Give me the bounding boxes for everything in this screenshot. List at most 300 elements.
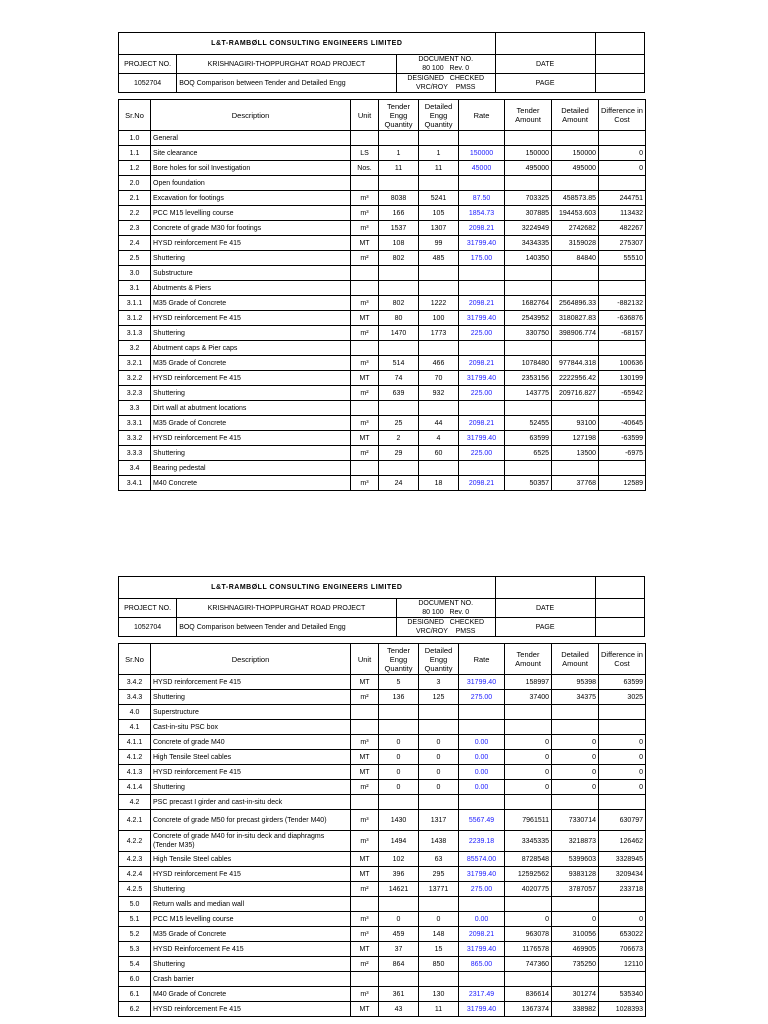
project-no: 1052704 — [119, 74, 177, 93]
column-headers — [119, 100, 646, 131]
cell-srno: 4.2.2 — [119, 831, 151, 852]
cell-tender-amount: 0 — [505, 735, 552, 750]
cell-srno: 5.4 — [119, 957, 151, 972]
subject: BOQ Comparison between Tender and Detailed Engg — [177, 618, 397, 637]
cell-description: PSC precast I girder and cast-in-situ deck — [151, 795, 351, 810]
cell-unit — [351, 720, 379, 735]
cell-detailed-qty: 148 — [419, 927, 459, 942]
cell-tender-amount: 0 — [505, 780, 552, 795]
table-row — [119, 431, 646, 446]
cell-description: Shuttering — [151, 251, 351, 266]
cell-detailed-amount — [552, 705, 599, 720]
cell-srno: 6.2 — [119, 1002, 151, 1017]
cell-difference: 63599 — [599, 675, 646, 690]
cell-difference: 535340 — [599, 987, 646, 1002]
cell-description: Bore holes for soil Investigation — [151, 161, 351, 176]
cell-description: HYSD reinforcement Fe 415 — [151, 371, 351, 386]
cell-detailed-amount: 495000 — [552, 161, 599, 176]
cell-unit: LS — [351, 146, 379, 161]
cell-difference — [599, 897, 646, 912]
table-row — [119, 191, 646, 206]
cell-unit: m³ — [351, 416, 379, 431]
table-row — [119, 416, 646, 431]
cell-difference — [599, 972, 646, 987]
cell-difference: 0 — [599, 765, 646, 780]
cell-tender-amount — [505, 705, 552, 720]
cell-detailed-qty: 60 — [419, 446, 459, 461]
cell-srno: 2.4 — [119, 236, 151, 251]
cell-srno: 5.2 — [119, 927, 151, 942]
cell-rate — [459, 897, 505, 912]
cell-tender-amount: 143775 — [505, 386, 552, 401]
cell-tender-qty: 1 — [379, 146, 419, 161]
cell-rate — [459, 341, 505, 356]
boq-table-1 — [118, 99, 646, 491]
document-no-label: DOCUMENT NO. — [418, 600, 474, 607]
cell-unit: MT — [351, 1002, 379, 1017]
cell-description: Bearing pedestal — [151, 461, 351, 476]
table-row — [119, 720, 646, 735]
cell-detailed-qty: 11 — [419, 1002, 459, 1017]
cell-tender-amount — [505, 281, 552, 296]
cell-detailed-qty: 3 — [419, 675, 459, 690]
cell-tender-qty: 514 — [379, 356, 419, 371]
cell-unit: m² — [351, 446, 379, 461]
cell-srno: 6.0 — [119, 972, 151, 987]
cell-rate: 2098.21 — [459, 356, 505, 371]
cell-detailed-qty: 850 — [419, 957, 459, 972]
table-row — [119, 161, 646, 176]
cell-unit — [351, 897, 379, 912]
cell-tender-amount: 0 — [505, 750, 552, 765]
cell-detailed-amount: 2564896.33 — [552, 296, 599, 311]
table-row — [119, 461, 646, 476]
cell-tender-qty: 11 — [379, 161, 419, 176]
cell-difference: 3209434 — [599, 867, 646, 882]
cell-tender-amount: 1367374 — [505, 1002, 552, 1017]
cell-tender-qty: 136 — [379, 690, 419, 705]
cell-detailed-amount: 3218873 — [552, 831, 599, 852]
cell-unit: m³ — [351, 927, 379, 942]
cell-unit: m³ — [351, 912, 379, 927]
sheet-header-2 — [118, 576, 645, 637]
cell-srno: 3.1.1 — [119, 296, 151, 311]
cell-rate: 0.00 — [459, 735, 505, 750]
col-tender-amount: Tender Amount — [505, 644, 552, 675]
cell-detailed-amount — [552, 266, 599, 281]
checked-label: CHECKED — [449, 619, 485, 626]
cell-srno: 3.4.3 — [119, 690, 151, 705]
cell-detailed-amount: 2222956.42 — [552, 371, 599, 386]
cell-tender-qty — [379, 720, 419, 735]
cell-detailed-qty: 130 — [419, 987, 459, 1002]
cell-description: M40 Concrete — [151, 476, 351, 491]
cell-tender-amount: 307885 — [505, 206, 552, 221]
doc-no: 80 100 — [422, 609, 444, 616]
cell-detailed-qty — [419, 131, 459, 146]
cell-description: M35 Grade of Concrete — [151, 356, 351, 371]
cell-unit: MT — [351, 371, 379, 386]
cell-tender-amount: 158997 — [505, 675, 552, 690]
cell-detailed-qty: 100 — [419, 311, 459, 326]
cell-unit — [351, 461, 379, 476]
table-row — [119, 780, 646, 795]
cell-tender-amount: 4020775 — [505, 882, 552, 897]
cell-description: Cast-in-situ PSC box — [151, 720, 351, 735]
cell-srno: 3.4.2 — [119, 675, 151, 690]
cell-tender-amount: 836614 — [505, 987, 552, 1002]
cell-tender-qty: 639 — [379, 386, 419, 401]
cell-rate: 275.00 — [459, 690, 505, 705]
cell-detailed-amount: 3787057 — [552, 882, 599, 897]
cell-rate: 87.50 — [459, 191, 505, 206]
cell-unit: m² — [351, 882, 379, 897]
cell-detailed-amount — [552, 720, 599, 735]
cell-tender-qty: 396 — [379, 867, 419, 882]
cell-description: HYSD reinforcement Fe 415 — [151, 236, 351, 251]
col-description: Description — [151, 644, 351, 675]
project-no: 1052704 — [119, 618, 177, 637]
cell-srno: 3.2.3 — [119, 386, 151, 401]
column-headers — [119, 644, 646, 675]
cell-detailed-qty — [419, 461, 459, 476]
cell-rate: 31799.40 — [459, 1002, 505, 1017]
cell-difference — [599, 401, 646, 416]
cell-rate — [459, 401, 505, 416]
cell-description: HYSD reinforcement Fe 415 — [151, 675, 351, 690]
project-no-label: PROJECT NO. — [119, 599, 177, 618]
cell-tender-amount: 703325 — [505, 191, 552, 206]
cell-detailed-amount — [552, 401, 599, 416]
cell-description: Shuttering — [151, 326, 351, 341]
table-row — [119, 867, 646, 882]
cell-tender-qty: 864 — [379, 957, 419, 972]
cell-detailed-qty — [419, 266, 459, 281]
cell-detailed-qty: 63 — [419, 852, 459, 867]
cell-detailed-qty: 1438 — [419, 831, 459, 852]
cell-detailed-qty: 0 — [419, 750, 459, 765]
cell-description: Abutment caps & Pier caps — [151, 341, 351, 356]
document-no-label: DOCUMENT NO. — [418, 56, 474, 63]
cell-detailed-qty: 5241 — [419, 191, 459, 206]
cell-srno: 1.0 — [119, 131, 151, 146]
cell-tender-amount: 3434335 — [505, 236, 552, 251]
page-label: PAGE — [495, 618, 595, 637]
cell-tender-qty: 43 — [379, 1002, 419, 1017]
table-row — [119, 206, 646, 221]
cell-unit: m² — [351, 690, 379, 705]
cell-detailed-qty: 11 — [419, 161, 459, 176]
cell-srno: 2.5 — [119, 251, 151, 266]
cell-detailed-qty — [419, 705, 459, 720]
cell-tender-qty — [379, 705, 419, 720]
cell-tender-amount: 8728548 — [505, 852, 552, 867]
cell-tender-qty: 1470 — [379, 326, 419, 341]
cell-rate — [459, 705, 505, 720]
cell-tender-amount: 1078480 — [505, 356, 552, 371]
cell-tender-qty: 0 — [379, 735, 419, 750]
cell-rate: 85574.00 — [459, 852, 505, 867]
cell-unit — [351, 341, 379, 356]
cell-unit: MT — [351, 750, 379, 765]
cell-srno: 2.3 — [119, 221, 151, 236]
table-row — [119, 927, 646, 942]
cell-difference — [599, 720, 646, 735]
cell-unit: Nos. — [351, 161, 379, 176]
cell-description: Open foundation — [151, 176, 351, 191]
cell-unit: m² — [351, 251, 379, 266]
cell-tender-amount: 3224949 — [505, 221, 552, 236]
cell-rate: 1854.73 — [459, 206, 505, 221]
table-row — [119, 972, 646, 987]
cell-difference: 0 — [599, 161, 646, 176]
cell-tender-amount: 0 — [505, 765, 552, 780]
cell-difference: 12589 — [599, 476, 646, 491]
cell-rate — [459, 461, 505, 476]
cell-description: General — [151, 131, 351, 146]
table-row — [119, 1002, 646, 1017]
table-row — [119, 146, 646, 161]
cell-unit: MT — [351, 765, 379, 780]
table-row — [119, 296, 646, 311]
col-tender-qty: Tender Engg Quantity — [379, 644, 419, 675]
cell-rate: 31799.40 — [459, 675, 505, 690]
table-row — [119, 311, 646, 326]
cell-tender-amount: 1176578 — [505, 942, 552, 957]
cell-rate: 225.00 — [459, 386, 505, 401]
cell-description: Superstructure — [151, 705, 351, 720]
cell-detailed-qty: 105 — [419, 206, 459, 221]
cell-description: Shuttering — [151, 446, 351, 461]
table-row — [119, 356, 646, 371]
table-row — [119, 831, 646, 852]
cell-rate: 31799.40 — [459, 867, 505, 882]
cell-detailed-amount: 3180827.83 — [552, 311, 599, 326]
cell-srno: 4.1.2 — [119, 750, 151, 765]
cell-difference: 630797 — [599, 810, 646, 831]
cell-tender-qty — [379, 401, 419, 416]
cell-description: HYSD reinforcement Fe 415 — [151, 1002, 351, 1017]
checked-label: CHECKED — [449, 75, 485, 82]
cell-difference: 55510 — [599, 251, 646, 266]
table-row — [119, 705, 646, 720]
cell-detailed-qty: 18 — [419, 476, 459, 491]
cell-difference: 233718 — [599, 882, 646, 897]
cell-detailed-amount: 0 — [552, 735, 599, 750]
cell-detailed-qty: 0 — [419, 765, 459, 780]
cell-detailed-amount: 3159028 — [552, 236, 599, 251]
cell-rate: 31799.40 — [459, 431, 505, 446]
col-unit: Unit — [351, 100, 379, 131]
cell-tender-qty: 14621 — [379, 882, 419, 897]
cell-difference: -882132 — [599, 296, 646, 311]
cell-unit: m³ — [351, 987, 379, 1002]
cell-unit: m³ — [351, 810, 379, 831]
cell-tender-amount — [505, 341, 552, 356]
cell-unit: MT — [351, 311, 379, 326]
cell-srno: 4.1.4 — [119, 780, 151, 795]
designed-by: VRC/ROY — [416, 628, 448, 635]
cell-difference: 0 — [599, 146, 646, 161]
cell-tender-qty: 0 — [379, 765, 419, 780]
cell-detailed-qty — [419, 341, 459, 356]
cell-description: High Tensile Steel cables — [151, 750, 351, 765]
cell-description: HYSD reinforcement Fe 415 — [151, 431, 351, 446]
cell-unit: m² — [351, 957, 379, 972]
cell-srno: 1.2 — [119, 161, 151, 176]
table-row — [119, 987, 646, 1002]
company-title: L&T-RAMBØLL CONSULTING ENGINEERS LIMITED — [119, 33, 496, 55]
cell-description: Site clearance — [151, 146, 351, 161]
col-unit: Unit — [351, 644, 379, 675]
cell-unit: m³ — [351, 831, 379, 852]
cell-difference — [599, 131, 646, 146]
cell-tender-qty — [379, 281, 419, 296]
cell-srno: 3.1.3 — [119, 326, 151, 341]
cell-rate — [459, 266, 505, 281]
table-row — [119, 371, 646, 386]
cell-srno: 4.2.4 — [119, 867, 151, 882]
cell-srno: 3.4.1 — [119, 476, 151, 491]
cell-rate — [459, 795, 505, 810]
cell-detailed-amount: 5399603 — [552, 852, 599, 867]
cell-detailed-qty: 99 — [419, 236, 459, 251]
rev: Rev. 0 — [449, 609, 470, 616]
cell-srno: 3.3 — [119, 401, 151, 416]
cell-rate: 275.00 — [459, 882, 505, 897]
cell-tender-amount: 0 — [505, 912, 552, 927]
cell-unit — [351, 281, 379, 296]
table-row — [119, 795, 646, 810]
cell-detailed-qty — [419, 720, 459, 735]
cell-unit: MT — [351, 431, 379, 446]
cell-difference: 653022 — [599, 927, 646, 942]
cell-tender-amount — [505, 720, 552, 735]
cell-detailed-amount: 150000 — [552, 146, 599, 161]
cell-rate: 2098.21 — [459, 296, 505, 311]
cell-difference: -68157 — [599, 326, 646, 341]
cell-detailed-qty — [419, 795, 459, 810]
cell-rate: 0.00 — [459, 750, 505, 765]
cell-tender-amount — [505, 131, 552, 146]
cell-tender-amount — [505, 176, 552, 191]
table-row — [119, 446, 646, 461]
cell-detailed-amount — [552, 972, 599, 987]
col-tender-qty: Tender Engg Quantity — [379, 100, 419, 131]
cell-tender-qty — [379, 176, 419, 191]
cell-difference: 275307 — [599, 236, 646, 251]
cell-detailed-qty: 295 — [419, 867, 459, 882]
cell-rate: 31799.40 — [459, 942, 505, 957]
cell-detailed-qty: 70 — [419, 371, 459, 386]
cell-detailed-amount: 0 — [552, 780, 599, 795]
cell-detailed-qty: 125 — [419, 690, 459, 705]
cell-detailed-amount: 0 — [552, 765, 599, 780]
cell-srno: 4.1 — [119, 720, 151, 735]
cell-rate: 175.00 — [459, 251, 505, 266]
cell-detailed-qty: 1773 — [419, 326, 459, 341]
cell-tender-amount: 495000 — [505, 161, 552, 176]
cell-tender-amount: 3345335 — [505, 831, 552, 852]
cell-srno: 3.2.2 — [119, 371, 151, 386]
cell-detailed-qty: 1317 — [419, 810, 459, 831]
table-row — [119, 942, 646, 957]
cell-srno: 4.1.1 — [119, 735, 151, 750]
cell-tender-qty: 5 — [379, 675, 419, 690]
cell-tender-qty — [379, 795, 419, 810]
col-rate: Rate — [459, 644, 505, 675]
table-row — [119, 810, 646, 831]
cell-tender-amount — [505, 461, 552, 476]
cell-description: Shuttering — [151, 957, 351, 972]
cell-tender-qty: 0 — [379, 912, 419, 927]
cell-difference: -6975 — [599, 446, 646, 461]
cell-rate: 2098.21 — [459, 416, 505, 431]
cell-detailed-qty: 1307 — [419, 221, 459, 236]
cell-detailed-amount: 977844.318 — [552, 356, 599, 371]
cell-detailed-amount: 338982 — [552, 1002, 599, 1017]
date-label: DATE — [495, 55, 595, 74]
table-row — [119, 266, 646, 281]
col-description: Description — [151, 100, 351, 131]
date-label: DATE — [495, 599, 595, 618]
cell-detailed-amount: 735250 — [552, 957, 599, 972]
cell-tender-amount: 6525 — [505, 446, 552, 461]
cell-srno: 4.0 — [119, 705, 151, 720]
cell-rate: 2098.21 — [459, 476, 505, 491]
cell-description: PCC M15 levelling course — [151, 206, 351, 221]
sheet-header — [118, 32, 645, 93]
cell-srno: 5.1 — [119, 912, 151, 927]
designed-label: DESIGNED — [407, 75, 444, 82]
cell-srno: 3.2.1 — [119, 356, 151, 371]
cell-srno: 2.2 — [119, 206, 151, 221]
cell-difference: 1028393 — [599, 1002, 646, 1017]
cell-detailed-amount: 95398 — [552, 675, 599, 690]
cell-rate — [459, 281, 505, 296]
cell-difference: 100636 — [599, 356, 646, 371]
company-title: L&T-RAMBØLL CONSULTING ENGINEERS LIMITED — [119, 577, 496, 599]
cell-srno: 3.3.1 — [119, 416, 151, 431]
cell-unit — [351, 176, 379, 191]
cell-tender-qty: 459 — [379, 927, 419, 942]
cell-tender-amount — [505, 266, 552, 281]
doc-no: 80 100 — [422, 65, 444, 72]
designed-by: VRC/ROY — [416, 84, 448, 91]
cell-detailed-qty — [419, 176, 459, 191]
cell-srno: 3.3.2 — [119, 431, 151, 446]
cell-detailed-qty: 0 — [419, 780, 459, 795]
cell-detailed-amount: 84840 — [552, 251, 599, 266]
col-tender-amount: Tender Amount — [505, 100, 552, 131]
boq-sheet-1 — [118, 32, 645, 491]
col-srno: Sr.No — [119, 644, 151, 675]
cell-unit: m² — [351, 326, 379, 341]
cell-unit — [351, 795, 379, 810]
cell-description: Crash barrier — [151, 972, 351, 987]
cell-description: HYSD reinforcement Fe 415 — [151, 765, 351, 780]
project-no-label: PROJECT NO. — [119, 55, 177, 74]
cell-difference: 0 — [599, 780, 646, 795]
cell-tender-qty: 802 — [379, 251, 419, 266]
cell-detailed-qty: 0 — [419, 912, 459, 927]
cell-rate: 45000 — [459, 161, 505, 176]
cell-detailed-amount: 458573.85 — [552, 191, 599, 206]
table-row — [119, 912, 646, 927]
cell-tender-qty: 102 — [379, 852, 419, 867]
cell-difference: 126462 — [599, 831, 646, 852]
cell-description: HYSD reinforcement Fe 415 — [151, 867, 351, 882]
